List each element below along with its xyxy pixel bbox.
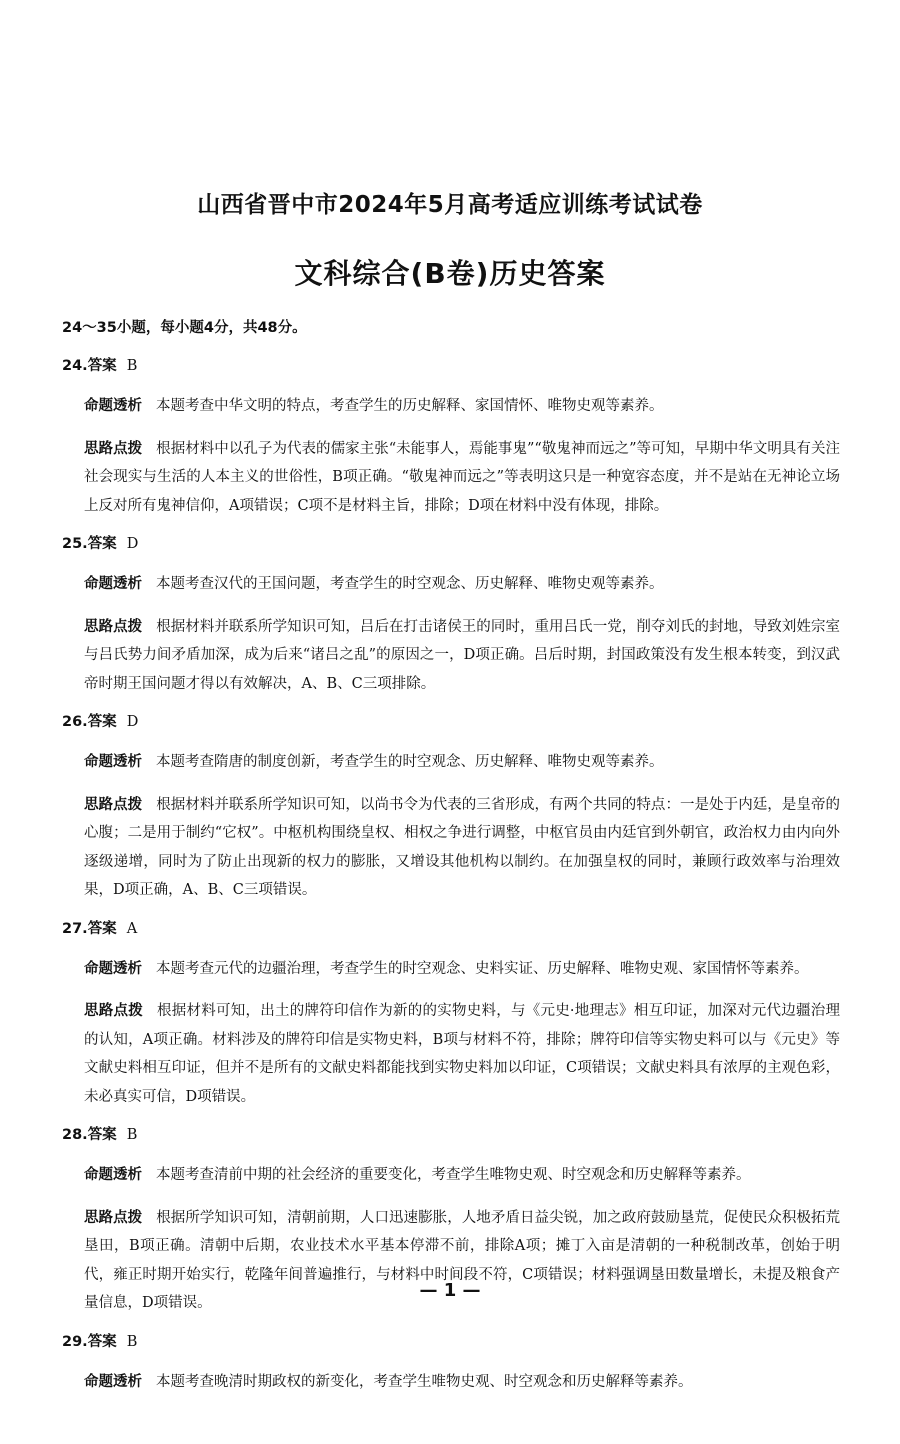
intent-text: 本题考查元代的边疆治理，考查学生的时空观念、史料实证、历史解释、唯物史观、家国情怀等素养。 — [156, 960, 809, 977]
answer-label: 答案 — [87, 1127, 117, 1143]
hint-text: 根据材料可知，出土的牌符印信作为新的的实物史料，与《元史·地理志》相互印证，加深对元代边疆治理的认知，A项正确。材料涉及的牌符印信是实物史料，B项与材料不符，排除；牌符印信等实物史料可以与《元史》等文献史料相互印证，但并不是所有的文献史料都能找到实物史料加以印证，C项错误；文献史料具有浓厚的主观色彩，未必真实可信，D项错误。 — [84, 1003, 841, 1105]
question-number: 24. — [62, 358, 88, 374]
intent-paragraph — [84, 1161, 840, 1190]
answer-content — [62, 318, 840, 1410]
hint-text: 根据所学知识可知，清朝前期，人口迅速膨胀，人地矛盾日益尖锐，加之政府鼓励垦荒，促使民众积极拓荒垦田，B项正确。清朝中后期，农业技术水平基本停滞不前，排除A项；摊丁入亩是清朝的一种税制改革，创始于明代，雍正时期开始实行，乾隆年间普遍推行，与材料中时间段不符，C项错误；材料强调垦田数量增长，未提及粮食产量信息，D项错误。 — [84, 1209, 840, 1311]
hint-text: 根据材料并联系所学知识可知，吕后在打击诸侯王的同时，重用吕氏一党，削夺刘氏的封地，导致刘姓宗室与吕氏势力间矛盾加深，成为后来“诸吕之乱”的原因之一，D项正确。吕后时期，封国政策没有发生根本转变，到汉武帝时期王国问题才得以有效解决，A、B、C三项排除。 — [84, 618, 840, 692]
hint-paragraph — [84, 435, 840, 521]
hint-label: 思路点拨 — [84, 796, 143, 813]
answer-letter: D — [126, 714, 139, 730]
intent-paragraph — [84, 570, 840, 599]
answer-letter: B — [126, 1333, 138, 1350]
hint-label: 思路点拨 — [84, 1209, 143, 1226]
question-26 — [62, 712, 840, 905]
hint-paragraph — [84, 997, 840, 1111]
intent-label: 命题透析 — [84, 754, 142, 770]
answer-label: 答案 — [87, 358, 117, 374]
intent-label: 命题透析 — [84, 1167, 142, 1183]
question-number: 28. — [62, 1127, 88, 1143]
answer-heading — [62, 1125, 840, 1145]
page-number: — 1 — — [419, 1280, 481, 1301]
question-29 — [62, 1332, 840, 1397]
answer-label: 答案 — [87, 714, 117, 730]
intent-text: 本题考查汉代的王国问题，考查学生的时空观念、历史解释、唯物史观等素养。 — [156, 576, 664, 592]
answer-label: 答案 — [87, 1333, 117, 1350]
document-title: 山西省晋中市2024年5月高考适应训练考试试卷 — [197, 192, 703, 218]
question-27 — [62, 919, 840, 1112]
document-subtitle: 文科综合(B卷)历史答案 — [294, 257, 606, 290]
answer-heading — [62, 1332, 840, 1352]
hint-paragraph — [84, 613, 840, 699]
intent-label: 命题透析 — [84, 1373, 142, 1390]
answer-letter: B — [126, 1127, 138, 1143]
hint-label: 思路点拨 — [84, 440, 143, 457]
hint-text: 根据材料并联系所学知识可知，以尚书令为代表的三省形成，有两个共同的特点：一是处于内廷，是皇帝的心腹；二是用于制约“它权”。中枢机构围绕皇权、相权之争进行调整，中枢官员由内廷官到外朝官，政治权力由内向外逐级递增，同时为了防止出现新的权力的膨胀，又增设其他机构以制约。在加强皇权的同时，兼顾行政效率与治理效果，D项正确，A、B、C三项错误。 — [84, 796, 840, 898]
answer-heading — [62, 534, 840, 554]
hint-label: 思路点拨 — [84, 1003, 143, 1019]
intent-paragraph — [84, 955, 840, 984]
answer-letter: A — [126, 920, 138, 937]
question-24 — [62, 356, 840, 520]
intent-paragraph — [84, 392, 840, 421]
intent-label: 命题透析 — [84, 576, 142, 592]
intent-text: 本题考查中华文明的特点，考查学生的历史解释、家国情怀、唯物史观等素养。 — [156, 398, 664, 414]
answer-label: 答案 — [87, 920, 117, 937]
answer-heading — [62, 356, 840, 376]
section-intro: 24～35小题，每小题4分，共48分。 — [62, 320, 307, 336]
intent-paragraph — [84, 748, 840, 777]
question-number: 29. — [62, 1333, 88, 1350]
intent-paragraph — [84, 1368, 840, 1397]
intent-text: 本题考查晚清时期政权的新变化，考查学生唯物史观、时空观念和历史解释等素养。 — [156, 1373, 693, 1390]
answer-heading — [62, 712, 840, 732]
question-number: 25. — [62, 536, 88, 552]
answer-label: 答案 — [87, 536, 117, 552]
intent-label: 命题透析 — [84, 960, 142, 977]
question-25 — [62, 534, 840, 698]
intent-text: 本题考查隋唐的制度创新，考查学生的时空观念、历史解释、唯物史观等素养。 — [156, 754, 664, 770]
answer-heading — [62, 919, 840, 939]
hint-paragraph — [84, 791, 840, 905]
answer-letter: B — [126, 358, 138, 374]
hint-text: 根据材料中以孔子为代表的儒家主张“未能事人，焉能事鬼”“敬鬼神而远之”等可知，早期中华文明具有关注社会现实与生活的人本主义的世俗性，B项正确。“敬鬼神而远之”等表明这只是一种宽容态度，并不是站在无神论立场上反对所有鬼神信仰，A项错误；C项不是材料主旨，排除；D项在材料中没有体现，排除。 — [84, 440, 841, 514]
answer-letter: D — [126, 536, 139, 552]
hint-label: 思路点拨 — [84, 618, 143, 635]
intent-text: 本题考查清前中期的社会经济的重要变化，考查学生唯物史观、时空观念和历史解释等素养。 — [156, 1167, 751, 1183]
intent-label: 命题透析 — [84, 398, 142, 414]
question-number: 26. — [62, 714, 88, 730]
question-number: 27. — [62, 920, 88, 937]
